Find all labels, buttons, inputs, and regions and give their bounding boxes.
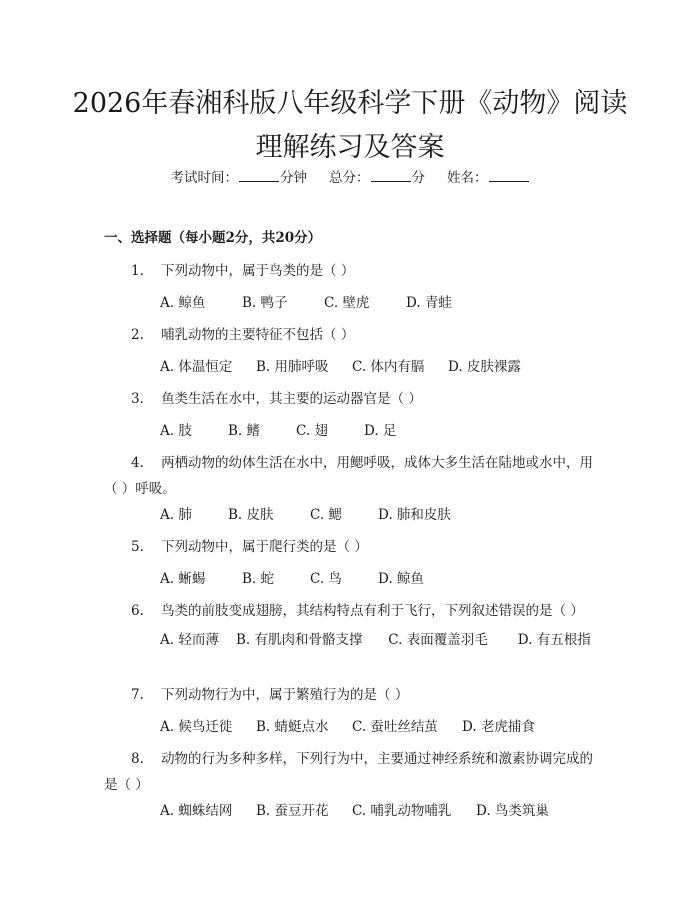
option-c: C. 体内有膈: [352, 359, 425, 375]
question-number: 5.: [131, 539, 144, 555]
option-c: C. 蚕吐丝结茧: [352, 719, 438, 735]
option-d: D. 老虎捕食: [462, 719, 535, 735]
option-d: D. 青蛙: [406, 295, 452, 311]
option-a: A. 轻而薄: [160, 632, 219, 648]
question-number: 6.: [131, 603, 144, 619]
option-b: B. 鳍: [228, 423, 261, 439]
question-6-options: [104, 627, 596, 653]
page-title: 2026年春湘科版八年级科学下册《动物》阅读理解练习及答案: [72, 88, 628, 163]
section-heading: 一、选择题（每小题2分，共20分）: [104, 230, 322, 246]
question-text: 下列动物行为中，属于繁殖行为的是（ ）: [161, 687, 409, 703]
question-7-options: [160, 717, 535, 737]
question-5: [104, 534, 604, 560]
option-b: B. 有肌肉和骨骼支撑: [236, 632, 363, 648]
question-2: [104, 322, 604, 348]
option-d: D. 足: [364, 423, 397, 439]
name-label: 姓名：: [447, 170, 488, 186]
option-d: D. 鸟类筑巢: [476, 803, 549, 819]
option-b: B. 蛇: [242, 571, 275, 587]
option-a: A. 肺: [160, 507, 192, 523]
question-text: 哺乳动物的主要特征不包括（ ）: [161, 327, 355, 343]
score-blank: [371, 169, 411, 182]
option-a: A. 候鸟迁徙: [160, 719, 233, 735]
option-d: D. 鲸鱼: [378, 571, 424, 587]
question-text: 下列动物中，属于爬行类的是（ ）: [161, 539, 368, 555]
option-b: B. 皮肤: [228, 507, 274, 523]
option-b: B. 用肺呼吸: [256, 359, 329, 375]
question-number: 2.: [131, 327, 144, 343]
option-b: B. 蜻蜓点水: [256, 719, 329, 735]
question-number: 8.: [131, 751, 144, 767]
option-a: A. 蜘蛛结网: [160, 803, 233, 819]
option-d: D. 肺和皮肤: [378, 507, 451, 523]
option-c: C. 壁虎: [324, 295, 370, 311]
question-text: 鸟类的前肢变成翅膀，其结构特点有利于飞行，下列叙述错误的是（ ）: [161, 603, 584, 619]
question-1: [104, 258, 604, 284]
time-label: 考试时间：: [170, 170, 238, 186]
option-b: B. 蚕豆开花: [256, 803, 329, 819]
option-d: D. 有五根指: [517, 632, 591, 648]
question-8-options: [160, 801, 549, 821]
score-unit: 分: [411, 170, 425, 186]
option-a: A. 体温恒定: [160, 359, 233, 375]
name-blank: [489, 169, 529, 182]
question-4: [104, 450, 604, 502]
question-number: 1.: [131, 263, 144, 279]
question-number: 7.: [131, 687, 144, 703]
question-8: [104, 746, 604, 798]
question-6: [104, 598, 604, 624]
question-5-options: [160, 569, 424, 589]
question-1-options: [160, 293, 452, 313]
question-number: 3.: [131, 391, 144, 407]
question-text: 两栖动物的幼体生活在水中，用鳃呼吸，成体大多生活在陆地或水中，用（ ）呼吸。: [104, 455, 594, 497]
question-number: 4.: [131, 455, 144, 471]
option-a: A. 肢: [160, 423, 192, 439]
question-text: 下列动物中，属于鸟类的是（ ）: [161, 263, 355, 279]
option-d: D. 皮肤裸露: [448, 359, 521, 375]
question-2-options: [160, 357, 521, 377]
exam-meta: [0, 168, 700, 188]
option-c: C. 鸟: [310, 571, 342, 587]
option-b: B. 鸭子: [242, 295, 288, 311]
question-4-options: [160, 505, 451, 525]
option-c: C. 表面覆盖羽毛: [388, 632, 488, 648]
time-blank: [239, 169, 279, 182]
option-c: C. 鳃: [310, 507, 342, 523]
question-7: [104, 682, 604, 708]
option-c: C. 哺乳动物哺乳: [352, 803, 452, 819]
option-a: A. 鲸鱼: [160, 295, 206, 311]
question-text: 动物的行为多种多样，下列行为中，主要通过神经系统和激素协调完成的是（ ）: [104, 751, 594, 793]
option-c: C. 翅: [296, 423, 328, 439]
question-3: [104, 386, 604, 412]
question-3-options: [160, 421, 396, 441]
score-label: 总分：: [329, 170, 370, 186]
question-text: 鱼类生活在水中，其主要的运动器官是（ ）: [161, 391, 422, 407]
time-unit: 分钟: [280, 170, 307, 186]
option-a: A. 蜥蜴: [160, 571, 206, 587]
